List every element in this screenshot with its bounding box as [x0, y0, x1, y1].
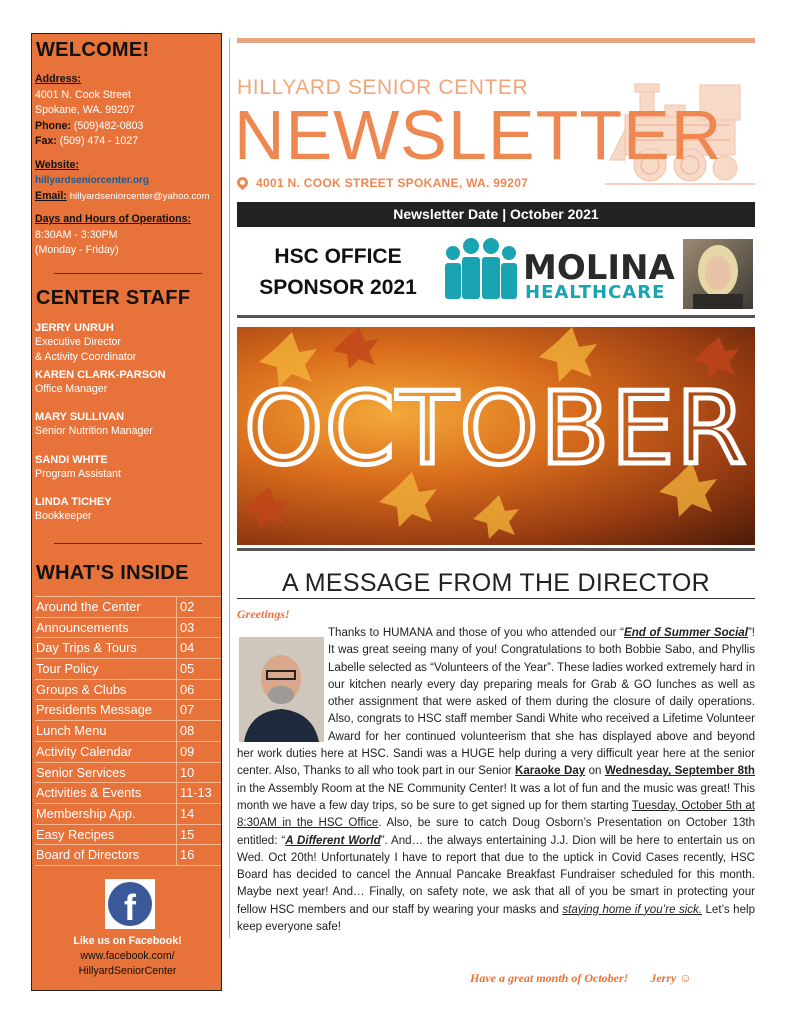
toc-page: 06 — [180, 681, 195, 697]
sponsor-line1: HSC OFFICE — [274, 245, 402, 268]
toc-page: 11-13 — [180, 785, 212, 801]
director-message — [237, 625, 755, 936]
toc-row[interactable] — [35, 659, 221, 680]
divider — [54, 273, 202, 274]
address-line2: Spokane, WA. 99207 — [35, 104, 135, 116]
divider — [54, 543, 202, 544]
staff-member — [35, 410, 221, 453]
toc-page: 15 — [180, 826, 195, 842]
address-line1: 4001 N. Cook Street — [35, 88, 131, 101]
toc-title: Membership App. — [35, 804, 177, 824]
director-rule — [237, 598, 755, 599]
sidebar — [31, 33, 222, 991]
top-rule — [237, 38, 755, 43]
signoff-text: Have a great month of October! — [470, 971, 629, 985]
staff-role: Executive Director — [35, 336, 121, 348]
toc-page: 02 — [180, 599, 195, 614]
molina-wordmark: MOLINA — [523, 248, 675, 288]
toc-title: Lunch Menu — [35, 721, 177, 741]
toc-title: Tour Policy — [35, 659, 177, 679]
hours-label: Days and Hours of Operations: — [35, 213, 191, 225]
toc-title: Activity Calendar — [35, 742, 177, 762]
staff-role: & Activity Coordinator — [35, 351, 137, 363]
toc-title: Presidents Message — [35, 700, 177, 720]
staff-member — [35, 321, 221, 364]
section-rule — [237, 315, 755, 318]
staff-name: KAREN CLARK-PARSON — [35, 368, 166, 381]
facebook-url[interactable]: www.facebook.com/ — [80, 950, 175, 962]
toc-title: Around the Center — [35, 597, 177, 617]
message-text: Thanks to HUMANA and those of you who attended our “ — [328, 627, 624, 639]
greeting: Greetings! — [237, 607, 290, 621]
presentation-title: A Different World — [285, 834, 381, 847]
hours-days: (Monday - Friday) — [35, 244, 119, 256]
section-rule — [237, 548, 755, 551]
staff-heading: CENTER STAFF — [36, 287, 191, 309]
molina-logo — [441, 237, 673, 303]
message-text: in the Assembly Room at the NE Community Center! It was a lot of fun and the music was great! This month we have a few day trips, so be sure to get signed up for them starting — [237, 782, 755, 812]
toc-row[interactable] — [35, 638, 221, 659]
staff-member — [35, 368, 221, 411]
toc-title: Activities & Events — [35, 783, 177, 803]
sponsor-heading — [247, 241, 429, 303]
toc-row[interactable] — [35, 700, 221, 721]
october-word: OCTOBER — [244, 370, 748, 487]
toc-row[interactable] — [35, 825, 221, 846]
masthead — [234, 46, 755, 196]
address-label: Address: — [35, 73, 81, 85]
email-label: Email: — [35, 189, 67, 202]
staff-list — [35, 321, 221, 538]
toc-row[interactable] — [35, 680, 221, 701]
contact-info — [35, 72, 221, 259]
toc-page: 09 — [180, 743, 195, 759]
toc-title: Board of Directors — [35, 845, 177, 865]
signoff — [470, 971, 692, 986]
whats-inside-heading: WHAT'S INSIDE — [36, 562, 189, 584]
toc-page: 16 — [180, 847, 195, 863]
facebook-cta: Like us on Facebook! — [73, 935, 182, 947]
karaoke-date: Wednesday, September 8th — [604, 765, 755, 778]
toc-row[interactable] — [35, 783, 221, 804]
toc-page: 07 — [180, 702, 195, 718]
toc-title: Easy Recipes — [35, 825, 177, 845]
staff-name: LINDA TICHEY — [35, 496, 112, 508]
toc-page: 10 — [180, 764, 195, 780]
welcome-heading: WELCOME! — [36, 39, 150, 61]
toc-row[interactable] — [35, 763, 221, 784]
toc-row[interactable] — [35, 597, 221, 618]
toc-row[interactable] — [35, 742, 221, 763]
signup-date: Tuesday, October 5th at 8:30AM in the HSC Office — [237, 799, 755, 830]
director-heading: A MESSAGE FROM THE DIRECTOR — [281, 569, 711, 597]
fax-number: (509) 474 - 1027 — [59, 135, 139, 147]
toc-page: 05 — [180, 661, 195, 677]
toc-row[interactable] — [35, 618, 221, 639]
website-link[interactable]: hillyardseniorcenter.org — [35, 175, 149, 186]
toc-title: Announcements — [35, 618, 177, 638]
staff-member — [35, 453, 221, 496]
toc-row[interactable] — [35, 721, 221, 742]
hours-time: 8:30AM - 3:30PM — [35, 228, 118, 241]
staff-member — [35, 495, 221, 538]
staff-role: Bookkeeper — [35, 510, 92, 522]
toc-page: 04 — [180, 640, 195, 656]
message-text: on — [585, 765, 605, 778]
facebook-icon[interactable]: f — [105, 879, 155, 929]
email-link[interactable]: hillyardseniorcenter@yahoo.com — [69, 190, 210, 202]
toc-title: Day Trips & Tours — [35, 638, 177, 658]
phone-label: Phone: — [35, 119, 71, 132]
molina-subtitle: HEALTHCARE — [525, 282, 666, 303]
message-text: . Also, be sure to catch Doug Osborn’s Presentation on October 13th entitled: “ — [237, 817, 755, 847]
staff-name: JERRY UNRUH — [35, 322, 114, 334]
toc-title: Groups & Clubs — [35, 680, 177, 700]
staff-role: Office Manager — [35, 382, 108, 395]
staff-name: SANDI WHITE — [35, 453, 108, 466]
toc-title: Senior Services — [35, 763, 177, 783]
staff-role: Senior Nutrition Manager — [35, 425, 153, 437]
table-of-contents — [35, 596, 221, 866]
message-text: ”! It was great seeing many of you! Congratulations to both Bobbie Sabo, and Phyllis Labelle selected as “Volunteers of the Year”. These ladies worked extremely hard in our kitchen nearly every day preparing meals for Grab & GO lunches as well as other assignment that were asked of them during the closure of daily operations. Also, congrats to HSC staff member Sandi White who received a Lifetime Volunteer Award for her continued volunteerism that she has displayed above and beyond her work duties here at HSC. Sandi was a HUGE help during a very difficult year here at the senior center. Also, Thanks to all who took part in our Senior — [237, 627, 755, 778]
masthead-address-text: 4001 N. COOK STREET SPOKANE, WA. 99207 — [256, 176, 529, 190]
facebook-block — [32, 934, 223, 979]
molina-people-icon — [441, 237, 521, 303]
phone-number: (509)482-0803 — [73, 119, 144, 132]
event-name: End of Summer Social — [624, 627, 748, 639]
masthead-address — [237, 176, 528, 190]
website-label: Website: — [35, 158, 79, 171]
karaoke-day: Karaoke Day — [515, 765, 586, 778]
location-pin-icon — [235, 175, 251, 191]
sponsor-photo — [683, 239, 753, 309]
toc-page: 14 — [180, 805, 195, 821]
facebook-url[interactable]: HillyardSeniorCenter — [78, 965, 177, 977]
toc-page: 08 — [180, 723, 195, 739]
masthead-subtitle: HILLYARD SENIOR CENTER — [237, 76, 529, 99]
message-text: ”. And… the always entertaining J.J. Dion will be here to entertain us on Wed. Oct 20th! Unfortunately I have to report that due to the uptick in Covid Cases recently, HSC Board has decided to cancel the Annual Pancake Breakfast Fundraiser scheduled for this month. Maybe next year! And… Finally, on safety note, we ask that all of you be smart in protecting your fellow HSC members and our staff by wearing your masks and — [237, 834, 756, 916]
stay-home-note: staying home if you’re sick. — [562, 903, 703, 916]
toc-page: 03 — [180, 619, 195, 635]
october-banner — [237, 327, 755, 545]
signature: Jerry ☺ — [650, 971, 692, 985]
toc-row[interactable] — [35, 845, 221, 866]
staff-name: MARY SULLIVAN — [35, 411, 125, 423]
fax-label: Fax: — [35, 135, 57, 147]
toc-row[interactable] — [35, 804, 221, 825]
sponsor-section — [237, 231, 755, 311]
column-rule — [229, 38, 230, 938]
newsletter-date-bar: Newsletter Date | October 2021 — [237, 202, 755, 227]
message-text: Let’s help keep everyone safe! — [237, 903, 755, 934]
masthead-title: NEWSLETTER — [234, 96, 723, 174]
staff-role: Program Assistant — [35, 467, 121, 480]
sponsor-line2: SPONSOR 2021 — [259, 276, 417, 299]
